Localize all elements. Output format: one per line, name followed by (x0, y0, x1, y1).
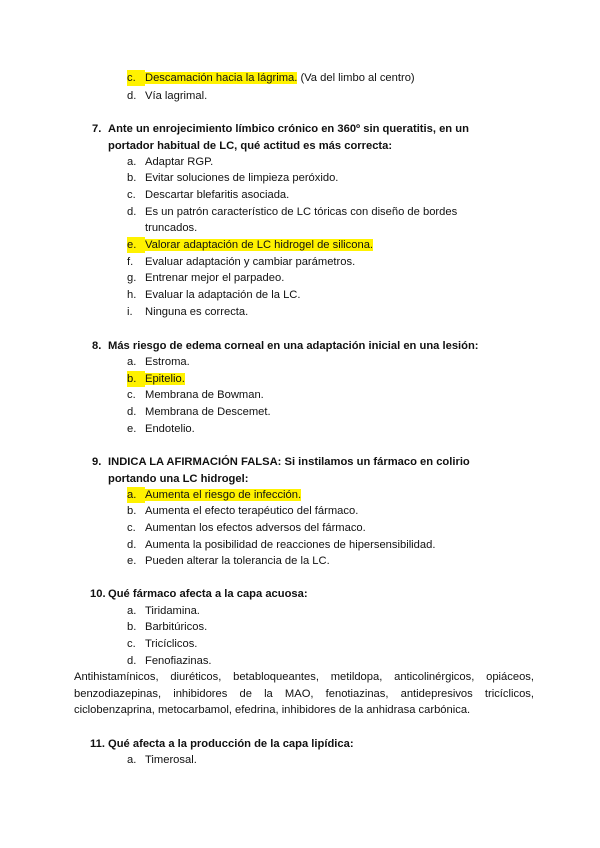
q7-option-e (127, 237, 373, 253)
q9-option-e (127, 553, 330, 569)
option-text: Fenofiazinas. (145, 655, 212, 667)
option-letter: f. (127, 256, 134, 268)
option-text-correct: Aumenta el riesgo de infección. (145, 489, 302, 501)
option-text: Estroma. (145, 356, 190, 368)
q11-option-a (127, 752, 197, 768)
question-number: 11. (90, 738, 105, 750)
option-letter: b. (127, 505, 137, 517)
option-text: Es un patrón característico de LC tóricas con diseño de bordes (145, 206, 458, 218)
option-letter: e. (127, 237, 145, 253)
option-letter: c. (127, 389, 136, 401)
option-letter: c. (127, 70, 145, 86)
option-letter: a. (127, 356, 137, 368)
q7-option-d-continuation: truncados. (145, 222, 198, 234)
question-number: 10. (90, 588, 106, 600)
option-text: Ninguna es correcta. (145, 306, 249, 318)
question-text-line1: Qué fármaco afecta a la capa acuosa: (108, 588, 308, 600)
option-text: Membrana de Descemet. (145, 406, 271, 418)
option-text-correct: Epitelio. (145, 373, 185, 385)
question-7 (92, 121, 522, 154)
option-text: Tricíclicos. (145, 638, 198, 650)
option-text: Adaptar RGP. (145, 156, 214, 168)
option-letter: d. (127, 206, 137, 218)
option-letter: g. (127, 272, 137, 284)
option-letter: a. (127, 754, 137, 766)
option-text: Vía lagrimal. (145, 90, 208, 102)
option-text-correct: Descamación hacia la lágrima. (145, 72, 298, 84)
q7-option-g (127, 270, 284, 286)
question-number: 7. (92, 123, 102, 135)
option-text: Evitar soluciones de limpieza peróxido. (145, 172, 339, 184)
q9-option-c (127, 520, 366, 536)
option-text: Entrenar mejor el parpadeo. (145, 272, 285, 284)
option-letter: i. (127, 306, 133, 318)
q10-option-d (127, 653, 212, 669)
question-text-line1: INDICA LA AFIRMACIÓN FALSA: Si instilamos un fármaco en colirio (108, 456, 470, 468)
q9-option-b (127, 503, 358, 519)
question-9 (92, 454, 522, 487)
option-letter: b. (127, 371, 145, 387)
option-text: Tiridamina. (145, 605, 200, 617)
option-letter: e. (127, 555, 137, 567)
question-text-line1: Más riesgo de edema corneal en una adaptación inicial en una lesión: (108, 340, 479, 352)
option-letter: a. (127, 156, 137, 168)
question-text-line1: Ante un enrojecimiento límbico crónico en 360º sin queratitis, en un (108, 123, 469, 135)
question-number: 8. (92, 340, 102, 352)
q10-option-b (127, 619, 207, 635)
option-letter: c. (127, 638, 136, 650)
option-text: Evaluar adaptación y cambiar parámetros. (145, 256, 356, 268)
question-text-line2: portador habitual de LC, qué actitud es más correcta: (108, 139, 393, 152)
q10-option-c (127, 636, 197, 652)
option-text: Timerosal. (145, 754, 197, 766)
q7-option-f (127, 254, 355, 270)
option-letter: h. (127, 289, 137, 301)
option-text: Descartar blefaritis asociada. (145, 189, 290, 201)
question-text-line1: Qué afecta a la producción de la capa lipídica: (108, 738, 354, 750)
option-text-correct: Valorar adaptación de LC hidrogel de silicona. (145, 239, 374, 251)
option-text: Barbitúricos. (145, 621, 208, 633)
option-text: Membrana de Bowman. (145, 389, 264, 401)
question-10 (90, 586, 520, 603)
option-text: Aumentan los efectos adversos del fármaco. (145, 522, 366, 534)
option-text: Endotelio. (145, 423, 195, 435)
q10-explanation: Antihistamínicos, diuréticos, betabloqueantes, metildopa, anticolinérgicos, opiáceos, benzodiazepinas, inhibidores de la MAO, fenotiazinas, antidepresivos tricíclicos, ciclobenzaprina, metocarbamol, efedrina, inhibidores de la anhidrasa carbónica. (74, 671, 534, 717)
option-letter: d. (127, 90, 137, 102)
q8-option-a (127, 354, 190, 370)
option-letter: e. (127, 423, 137, 435)
q9-option-a (127, 487, 301, 503)
q10-option-a (127, 603, 200, 619)
question-number: 9. (92, 456, 102, 468)
option-text: Aumenta la posibilidad de reacciones de hipersensibilidad. (145, 539, 436, 551)
option-letter: a. (127, 487, 145, 503)
q7-option-d (127, 204, 457, 220)
q7-option-i (127, 304, 248, 320)
option-letter: d. (127, 406, 137, 418)
option-letter: b. (127, 621, 137, 633)
option-letter: d. (127, 539, 137, 551)
option-letter: c. (127, 189, 136, 201)
q8-option-d (127, 404, 271, 420)
option-text: Aumenta el efecto terapéutico del fármaco. (145, 505, 359, 517)
option-letter: d. (127, 655, 137, 667)
option-note: (Va del limbo al centro) (297, 72, 415, 84)
q7-option-c (127, 187, 289, 203)
option-text: Pueden alterar la tolerancia de la LC. (145, 555, 330, 567)
question-8 (92, 338, 522, 355)
q7-option-a (127, 154, 213, 170)
q8-option-b (127, 371, 185, 387)
question-text-line2: portando una LC hidrogel: (108, 472, 249, 485)
q6-option-c (127, 70, 415, 86)
q9-option-d (127, 537, 435, 553)
option-letter: b. (127, 172, 137, 184)
option-text: Evaluar la adaptación de la LC. (145, 289, 301, 301)
q7-option-h (127, 287, 300, 303)
q6-option-d (127, 88, 207, 104)
q8-option-c (127, 387, 264, 403)
q7-option-b (127, 170, 338, 186)
q8-option-e (127, 421, 195, 437)
option-letter: c. (127, 522, 136, 534)
option-letter: a. (127, 605, 137, 617)
question-11 (90, 736, 520, 753)
